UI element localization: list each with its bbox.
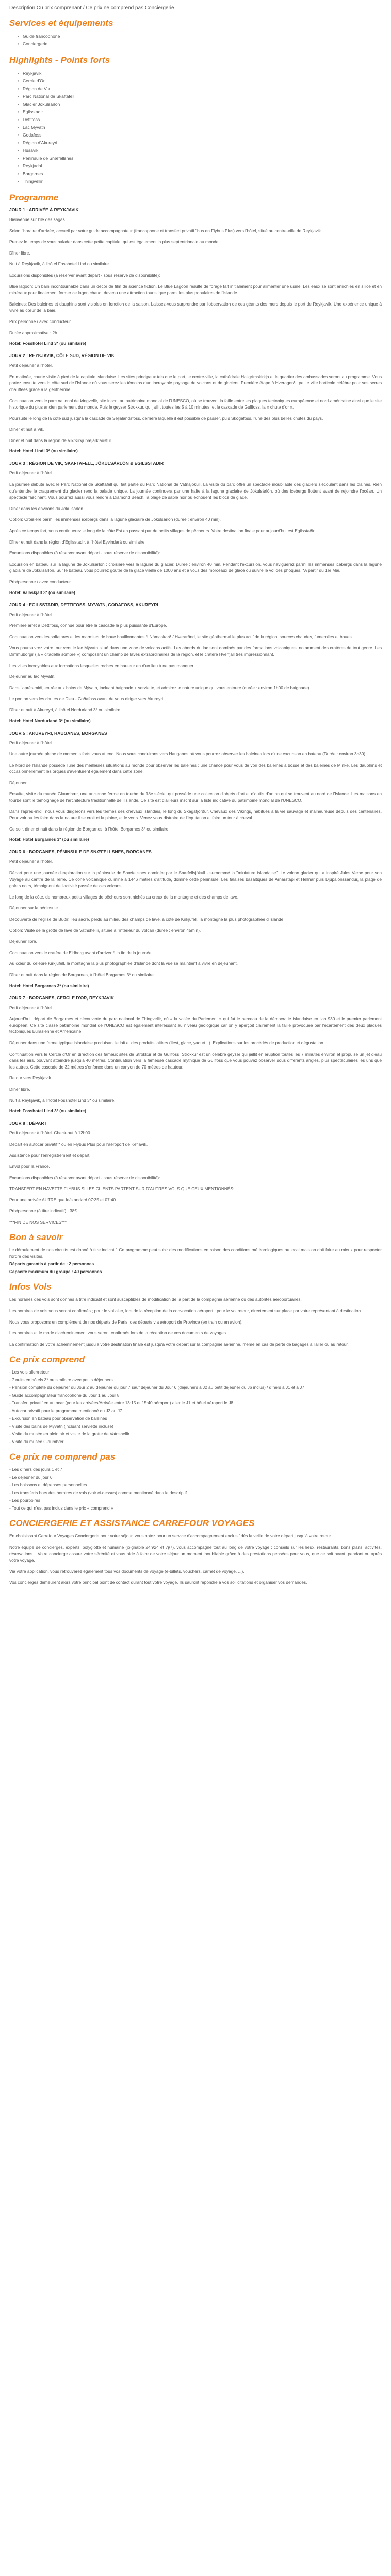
day-paragraph: Excursion en bateau sur la lagune de Jökulsárlón : croisière vers la lagune du glacier. Durée : environ 40 min. Pendant l'excursion, vous naviguerez parmi les immenses icebergs dans la lagune glaciaire de Jökulsárlón. Sur le bateau, vous pourrez goûter de la glace vieille de 1000 ans et à vous des morceaux de glace ou suivre le vol des phoques. *A partir du 1er Mai. (9, 561, 382, 573)
day-block (9, 353, 382, 453)
conciergerie-title: CONCIERGERIE ET ASSISTANCE CARREFOUR VOYAGES (9, 1518, 255, 1529)
bon-savoir-line: Départs garantis à partir de : 2 personnes (9, 1261, 94, 1267)
day-paragraph: Le Nord de l'Islande possède l'une des meilleures situations au monde pour observer les baleines : une chance pour vous de voir des baleines à bosse et des baleines de Minke. Les dauphins et occasionnellement les orques s'aventurent également dans cette zone. (9, 762, 382, 774)
day-paragraph: TRANSFERT EN NAVETTE FLYBUS SI LES CLIENTS PARTENT SUR D'AUTRES VOLS QUE CEUX MENTIONNÉS: (9, 1186, 235, 1192)
day-paragraph: Petit déjeuner à l'hôtel. (9, 740, 53, 745)
day-paragraph: Au cœur du célèbre Kirkjufell, la montagne la plus photographiée d'Islande dont la vue se maintient à vivre en déjeunant. (9, 961, 238, 967)
day-paragraph: La journée débute avec le Parc National de Skaftafell qui fait partie du Parc National de Vatnajökull. La visite du parc offre un spectacle inoubliable des glaciers s'écoulant dans les plaines. Rien qu'entendre le craquement du glacier rend la balade unique. La journée continuera par une halte à la lagune glaciaire de Jökulsárlón, où des icebergs flottent avant de rejoindre l'océan. Un spectacle fascinant. Vous pourrez aussi vous rendre à Diamond Beach, la plage de sable noir où échouent les blocs de glace. (9, 482, 382, 500)
list-item: • Borgarnes (18, 170, 382, 178)
day-paragraph: Dîner libre. (9, 1086, 30, 1092)
list-item: • Péninsule de Snæfellsnes (18, 155, 382, 162)
day-paragraph: Nuit à Reykjavik, à l'hôtel Fosshotel Lind 3* ou similaire. (9, 1097, 116, 1103)
day-paragraph: Dîner dans les environs du Jökulsárlón. (9, 505, 85, 511)
day-block (9, 731, 382, 842)
day-paragraph: Petit déjeuner à l'hôtel. (9, 612, 53, 617)
list-item: - Les dîners des jours 1 et 7 (9, 1467, 62, 1472)
day-hotel: Hotel: Valaskjálf 3* (ou similaire) (9, 589, 75, 595)
day-paragraph: Dîner et nuit à Vik. (9, 427, 45, 432)
day-paragraph: Prix personne / avec conducteur (9, 318, 71, 324)
day-block (9, 1121, 382, 1225)
infos-vols-text: Nous vous proposons en complément de nos départs de Paris, des départs via aéroport de Province (en train ou en avion). (9, 1319, 243, 1325)
day-paragraph: Continuation vers les solfatares et les marmites de boue bouillonnantes à Námaskarð / Hverarönd, le site géothermal le plus actif de la région, sources chaudes, fumerolles et boues... (9, 634, 355, 639)
list-item: - Transfert privatif en autocar (pour les arrivées/Arrivée entre 13:15 et 15:40 aéroport) aller le J1 et hôtel aéroport le J8 (9, 1400, 233, 1406)
day-paragraph: Excursions disponibles (à réserver avant départ - sous réserve de disponibilité): (9, 1175, 160, 1180)
day-paragraph: Diner et nuit dans la région de Vik/Kirkjubæjarklaustur. (9, 437, 112, 443)
breadcrumb: Description Cu prix comprenant / Ce prix ne comprend pas Conciergerie (9, 5, 174, 11)
day-title: JOUR 7 : BORGANES, CERCLE D'OR, REYKJAVIK (9, 995, 115, 1001)
list-item: - Excursion en bateau pour observation de baleines (9, 1416, 107, 1421)
day-paragraph: Retour vers Reykjavik. (9, 1075, 52, 1081)
day-paragraph: Dîner et nuit dans la région de Borgarnes, à l'hôtel Borgarnes 3* ou similaire. (9, 972, 155, 977)
day-hotel: Hotel: Hotel Nordurland 3* (ou similaire) (9, 718, 91, 723)
list-item: • Région d'Akureyri (18, 139, 382, 147)
day-paragraph: Ce soir, diner et nuit dans la région de Borgarnes, à l'hôtel Borgarnes 3* ou similaire. (9, 826, 170, 832)
list-item: • Godafoss (18, 131, 382, 139)
infos-vols-content (9, 1296, 382, 1347)
day-paragraph: Petit déjeuner à l'hôtel. (9, 363, 53, 368)
day-paragraph: Continuation vers le parc national de Þingvellir, site inscrit au patrimoine mondial de l'UNESCO, où se trouvent la faille entre les plaques tectoniques européenne et nord-américaine ainsi que le site historique du plus ancien parlement du monde. Puis le geyser Strokkur, qui jaillit toutes les 5 à 10 minutes, et la cascade de Gullfoss, la « chute d'or ». (9, 398, 382, 410)
list-item: • Cercle d'Or (18, 77, 382, 85)
list-item: • Glacier Jökulsárlón (18, 100, 382, 108)
prix-comprend-list (9, 1369, 382, 1445)
programme-days (9, 207, 382, 1225)
list-item: - Les transferts hors des horaires de vols (voir ci-dessus) comme mentionné dans le descriptif (9, 1490, 187, 1496)
day-hotel: Hotel: Hotel Lindi 3* (ou similaire) (9, 448, 78, 454)
day-paragraph: Les villes incroyables aux formations lesquelles roches en hauteur en d'un lieu à ne pas manquer. (9, 663, 195, 668)
day-paragraph: Prix/personne / avec conducteur (9, 579, 71, 584)
day-paragraph: Excursions disponibles (à réserver avant départ - sous réserve de disponibilité): (9, 550, 160, 556)
day-paragraph: Ensuite, visite du musée Glaumbær, une ancienne ferme en tourbe du 18e siècle, qui possède une collection d'objets d'art et d'outils d'antan qui se trouvent au nord de l'Islande. Les maisons en tourbe sont le témoignage de l'architecture traditionnelle de l'Islande. Ce site est d'ailleurs inscrit sur la liste indicative du patrimoine mondial de l'UNESCO. (9, 791, 382, 803)
day-paragraph: Nuit à Reykjavik, à l'hôtel Fosshotel Lind ou similaire. (9, 261, 110, 267)
list-item: - 7 nuits en hôtels 3* ou similaire avec petits déjeuners (9, 1377, 113, 1383)
infos-vols-text: Les horaires de vols vous seront confirmés ; pour le vol aller, lors de la réception de la convocation aéroport ; pour le vol retour, directement sur place par votre représentant à destination. (9, 1308, 362, 1314)
day-paragraph: Continuation vers le cratère de Eldborg avant d'arriver à la fin de la journée. (9, 950, 153, 955)
day-paragraph: Vous poursuivrez votre tour vers le lac Mývatn situé dans une zone de volcans actifs. Les abords du lac sont dominés par des formations volcaniques, notamment des cratères de tout genre. Les Dimmuborgir (la « citadelle sombre ») composent un champ de laves extraordinaires de la région, et le cratère Hverfjall très impressionnant. (9, 645, 382, 657)
day-paragraph: Continuation vers le Cercle d'Or en direction des fameux sites de Strokkur et de Gullfoss. Strokkur est un célèbre geyser qui jaillit en éruption toutes les 7 minutes environ et propulse un jet d'eau dans les airs, pouvant atteindre jusqu'à 40 mètres. Continuation vers la fameuse cascade mythique de Gullfoss que vous pouvez observer sous différents angles, plus spectaculaires les uns que les autres. Cette cascade de 32 mètres s'enfonce dans un canyon de 70 mètres de hauteur. (9, 1051, 382, 1070)
list-item: • Reykjavik (18, 70, 382, 77)
day-paragraph: Départ pour une journée d'exploration sur la péninsule de Snæfellsnes dominée par le Snæfellsjökull - surnommé la "miniature islandaise". Le volcan glacier qui a inspiré Jules Verne pour son Voyage au centre de la Terre. Ce cône volcanique culmine à 1446 mètres d'altitude, domine cette péninsule. Les falaises basaltiques de Arnarstapi et Hellnar puis Djúpalónssandur, la plage de galets noirs, témoignent de l'activité passée de ces volcans. (9, 870, 382, 889)
day-paragraph: ***FIN DE NOS SERVICES*** (9, 1219, 67, 1225)
day-paragraph: Petit déjeuner à l'hôtel. Check-out à 12h00. (9, 1130, 91, 1136)
day-paragraph: Dîner et nuit dans la région d'Egilsstadir, à l'hôtel Eyvindará ou similaire. (9, 539, 146, 545)
day-paragraph: Dîner et nuit à Akureyri, à l'hôtel Nordurland 3* ou similaire. (9, 707, 122, 713)
day-hotel: Hotel: Hotel Borgarnes 3* (ou similaire) (9, 837, 89, 842)
day-paragraph: Option: Croisière parmi les immenses icebergs dans la lagune glaciaire de Jökulsárlón (durée : environ 40 min). (9, 517, 221, 522)
day-paragraph: Le ponton vers les chutes de Dieu - Goðafoss avant de vous diriger vers Akureyri. (9, 696, 165, 702)
day-paragraph: Durée approximative : 2h (9, 330, 57, 335)
day-block (9, 602, 382, 723)
day-title: JOUR 6 : BORGANES, PÉNINSULE DE SNÆFELLSNES, BORGANES (9, 849, 152, 855)
day-paragraph: Dîner libre. (9, 250, 30, 256)
services-title: Services et équipements (9, 18, 113, 28)
list-item: • Région de Vik (18, 85, 382, 93)
day-paragraph: Déjeuner au lac Mývatn. (9, 674, 56, 680)
day-title: JOUR 4 : EGILSSTADIR, DETTIFOSS, MYVATN, GODAFOSS, AKUREYRI (9, 602, 158, 607)
day-paragraph: Prenez le temps de vous balader dans cette petite capitale, qui est également la plus septentrionale au monde. (9, 239, 220, 245)
day-paragraph: Pour une arrivée AUTRE que le/standard 07:35 et 07:40 (9, 1197, 116, 1202)
day-paragraph: Prix/personne (à titre indicatif) : 38€ (9, 1208, 77, 1214)
day-paragraph: Petit déjeuner à l'hôtel. (9, 1005, 53, 1010)
day-paragraph: Après ce temps fort, vous continuerez le long de la côte Est en passant par de petits villages de pêcheurs. Votre destination finale pour aujourd'hui est Egilsstaðir. (9, 528, 316, 534)
day-title: JOUR 5 : AKUREYRI, HAUGANES, BORGANES (9, 730, 107, 736)
day-block (9, 207, 382, 346)
day-paragraph: Déjeuner. (9, 779, 28, 785)
conciergerie-text: Via votre application, vous retrouverez également tous vos documents de voyage (e-billets, vouchers, carnet de voyage, ...). (9, 1568, 245, 1574)
services-list (9, 32, 382, 48)
day-hotel: Hotel: Fosshotel Lind 3* (ou similaire) (9, 341, 86, 346)
day-paragraph: Le long de la côte, de nombreux petits villages de pêcheurs sont nichés au creux de la montagne et des champs de lave. (9, 894, 239, 900)
list-item: - Autocar privatif pour le programme mentionné du J2 au J7 (9, 1408, 122, 1414)
day-hotel: Hotel: Hotel Borgarnes 3* (ou similaire) (9, 982, 89, 988)
list-item: - Visite des bains de Myvatn (incluant serviette incluse) (9, 1423, 113, 1429)
list-item: - Guide accompagnateur francophone du Jour 1 au Jour 8 (9, 1393, 120, 1398)
programme-title: Programme (9, 193, 59, 202)
bon-savoir-text: Le déroulement de nos circuits est donné à titre indicatif. Ce programme peut subir des modifications en raison des conditions météorologiques ou local mais on doit faire au mieux pour respecter l'ordre des visites. (9, 1247, 382, 1259)
highlights-title: Highlights - Points forts (9, 55, 110, 65)
day-paragraph: Une autre journée pleine de moments forts vous attend. Nous vous conduirons vers Hauganes où vous pourrez observer les baleines lors d'une excursion en bateau (Durée : environ 3h30). (9, 751, 367, 757)
infos-vols-title: Infos Vols (9, 1282, 52, 1292)
day-paragraph: Option: Visite de la grotte de lave de Vatnshellir, située à l'intérieur du volcan (durée : environ 45min). (9, 927, 201, 933)
conciergerie-text: Vos concierges demeurent alors votre principal point de contact durant tout votre voyage. Ils sauront répondre à vos sollicitations et organiser vos demandes. (9, 1580, 307, 1585)
day-paragraph: Découverte de l'église de Búðir, lieu sacré, perdu au milieu des champs de lave, à côté de Kirkjufell, la montagne la plus photographiée d'Islande. (9, 917, 285, 922)
infos-vols-text: Les horaires et le mode d'acheminement vous seront confirmés lors de la réception de vos documents de voyages. (9, 1330, 227, 1336)
list-item: • Guide francophone (18, 32, 382, 40)
day-block (9, 461, 382, 595)
day-paragraph: Déjeuner libre. (9, 939, 37, 944)
conciergerie-text: En choisissant Carrefour Voyages Conciergerie pour votre séjour, vous optez pour un service d'accompagnement exclusif dès la veille de votre départ jusqu'à votre retour. (9, 1533, 332, 1539)
day-paragraph: Selon l'horaire d'arrivée, accueil par votre guide accompagnateur (francophone et transfert privatif "bus en Flybus Plus) vers l'hôtel, situé au centre-ville de Reykjavik. (9, 228, 322, 233)
day-block (9, 849, 382, 988)
highlights-list (9, 70, 382, 185)
day-paragraph: Départ en autocar privatif * ou en Flybus Plus pour l'aéroport de Keflavík. (9, 1141, 148, 1147)
day-paragraph: Petit déjeuner à l'hôtel. (9, 859, 53, 865)
prix-comprend-title: Ce prix comprend (9, 1354, 85, 1365)
day-paragraph: Blue lagoon: Un bain incontournable dans un décor de film de science fiction. Le Blue Lagoon résulte de forage fait initialement pour alimenter une usine. Les eaux se sont enrichies en silice et en minéraux pour finalement former ce lagon chaud, devenu une attraction touristique parmi les plus populaires de l'Islande. (9, 283, 382, 296)
list-item: - Les pourboires (9, 1498, 40, 1503)
list-item: • Thingvellir (18, 178, 382, 185)
day-hotel: Hotel: Fosshotel Lind 3* (ou similaire) (9, 1108, 86, 1114)
list-item: - Les boissons et dépenses personnelles (9, 1482, 87, 1488)
day-paragraph: Baleines: Des baleines et dauphins sont visibles en fonction de la saison. Laissez-vous surprendre par l'observation de ces géants des mers depuis le port de Reykjavik. Une expérience unique à vivre au cœur de la baie. (9, 301, 382, 313)
bon-savoir-content (9, 1247, 382, 1275)
list-item: • Egilsstadir (18, 108, 382, 116)
day-title: JOUR 1 : ARRIVÉE À REYKJAVIK (9, 207, 79, 212)
day-title: JOUR 2 : REYKJAVIK, CÔTE SUD, RÉGION DE VIK (9, 353, 115, 359)
list-item: • Conciergerie (18, 40, 382, 48)
list-item: • Husavik (18, 147, 382, 155)
day-paragraph: Déjeuner sur la péninsule. (9, 905, 59, 911)
day-paragraph: En matinée, courte visite à pied de la capitale islandaise. Les sites principaux tels que le port, le centre-ville, la cathédrale Hallgrímskirkja et le quartier des ambassades seront au programme. Vous partez ensuite vers la côte sud de l'Islande où vous serez les témoins d'un incroyable paysage de volcans et de glaciers. Première étape à Hveragerði, petite ville horticole célèbre pour ses serres chauffées grâce à la géothermie. (9, 374, 382, 392)
day-paragraph: Assistance pour l'enregistrement et départ. (9, 1153, 91, 1158)
list-item: • Dettifoss (18, 116, 382, 124)
day-title: JOUR 3 : RÉGION DE VIK, SKAFTAFELL, JÖKULSÁRLÓN & EGILSSTADIR (9, 461, 164, 466)
day-block (9, 995, 382, 1114)
list-item: • Lac Myvatn (18, 124, 382, 131)
day-paragraph: Bienvenue sur l'île des sagas. (9, 217, 66, 222)
day-paragraph: Excursions disponibles (à réserver avant départ - sous réserve de disponibilité): (9, 272, 160, 278)
list-item: - Visite du musée en plein air et visite de la grotte de Vatnshellir (9, 1431, 130, 1437)
list-item: • Reykjadal (18, 162, 382, 170)
bon-savoir-line: Capacité maximum du groupe : 40 personnes (9, 1269, 102, 1275)
day-paragraph: Aujourd'hui, départ de Borgarnes et découverte du parc national de Thingvellir, où « la vallée du Parlement » qui fut le berceau de la démocratie islandaise en l'an 930 et le premier parlement européen. Ce site classé patrimoine mondial de l'UNESCO est également intéressant au niveau géologique car on y aperçoit clairement la faille provoquée par l'écartement des deux plaques tectoniques Eurasienne et Américaine. (9, 1016, 382, 1035)
conciergerie-content (9, 1533, 382, 1586)
conciergerie-text: Notre équipe de concierges, experts, polyglotte et humaine (joignable 24h/24 et 7j/7), vous accompagne tout au long de votre voyage : conseils sur les lieux, restaurants, bons plans, activités, réservations... Votre concierge assure votre sérénité et vous aide à faire de votre séjour un moment inoubliable grâce à des prestations pensées pour vous, que ce soit avant, pendant ou après votre voyage. (9, 1545, 382, 1563)
list-item: • Parc National de Skaftafell (18, 93, 382, 100)
day-paragraph: Première arrêt à Dettifoss, connue pour être la cascade la plus puissante d'Europe. (9, 623, 167, 629)
prix-ne-comprend-title: Ce prix ne comprend pas (9, 1452, 116, 1462)
infos-vols-text: Les horaires des vols sont donnés à titre indicatif et sont susceptibles de modification de la part de la compagnie aérienne ou des autorités aéroportuaires. (9, 1297, 302, 1302)
list-item: - Le déjeuner du jour 6 (9, 1475, 53, 1480)
day-paragraph: Dans l'après-midi, entrée aux bains de Mývatn, incluant baignade + serviette, et admirez le nature unique qui vous entoure (durée : environ 1h00 de baignade). (9, 685, 311, 690)
list-item: - Les vols aller/retour (9, 1369, 50, 1375)
infos-vols-text: La confirmation de votre acheminement jusqu'à votre destination finale est jusqu'à votre départ sur la compagnie aérienne, même en cas de perte de bagages à l'aller ou au retour. (9, 1341, 349, 1347)
bon-savoir-title: Bon à savoir (9, 1232, 63, 1243)
day-paragraph: Petit déjeuner à l'hôtel. (9, 470, 53, 476)
day-paragraph: Déjeuner dans une ferme typique islandaise produisant le lait et des produits laitiers (Ilest, glace, yaourt...). Explications sur les procédés de production et dégustation. (9, 1040, 325, 1045)
day-paragraph: Dans l'après-midi, nous vous dirigerons vers les termes des chevaux islandais, le long du Skagafjörður. Chevaux des Vikings, habitués à la vie sauvage et malheureuse depuis des centenaires. Pour voir ou les faire dans la nature il se croit et la plaine, et le verts. Venez vous distraire de l'équitation et faire un tour à cheval. (9, 808, 382, 821)
day-paragraph: Envol pour la France. (9, 1163, 50, 1169)
list-item: - Tout ce qui n'est pas inclus dans le prix « comprend » (9, 1505, 113, 1511)
list-item: - Pension complète du déjeuner du Jour 2 au déjeuner du jour 7 sauf déjeuner du Jour 6 (déjeuners à J2 au petit déjeuner du J6 inclus) / dîners à J1 et à J7 (9, 1385, 304, 1391)
day-title: JOUR 8 : DÉPART (9, 1121, 47, 1126)
day-paragraph: Poursuite le long de la côte sud jusqu'à la cascade de Seljalandsfoss, derrière laquelle il est possible de passer, puis Skógafoss, l'une des plus belles chutes du pays. (9, 415, 323, 421)
prix-ne-comprend-list (9, 1466, 382, 1511)
list-item: - Visite du musée Glaumbær (9, 1439, 64, 1445)
